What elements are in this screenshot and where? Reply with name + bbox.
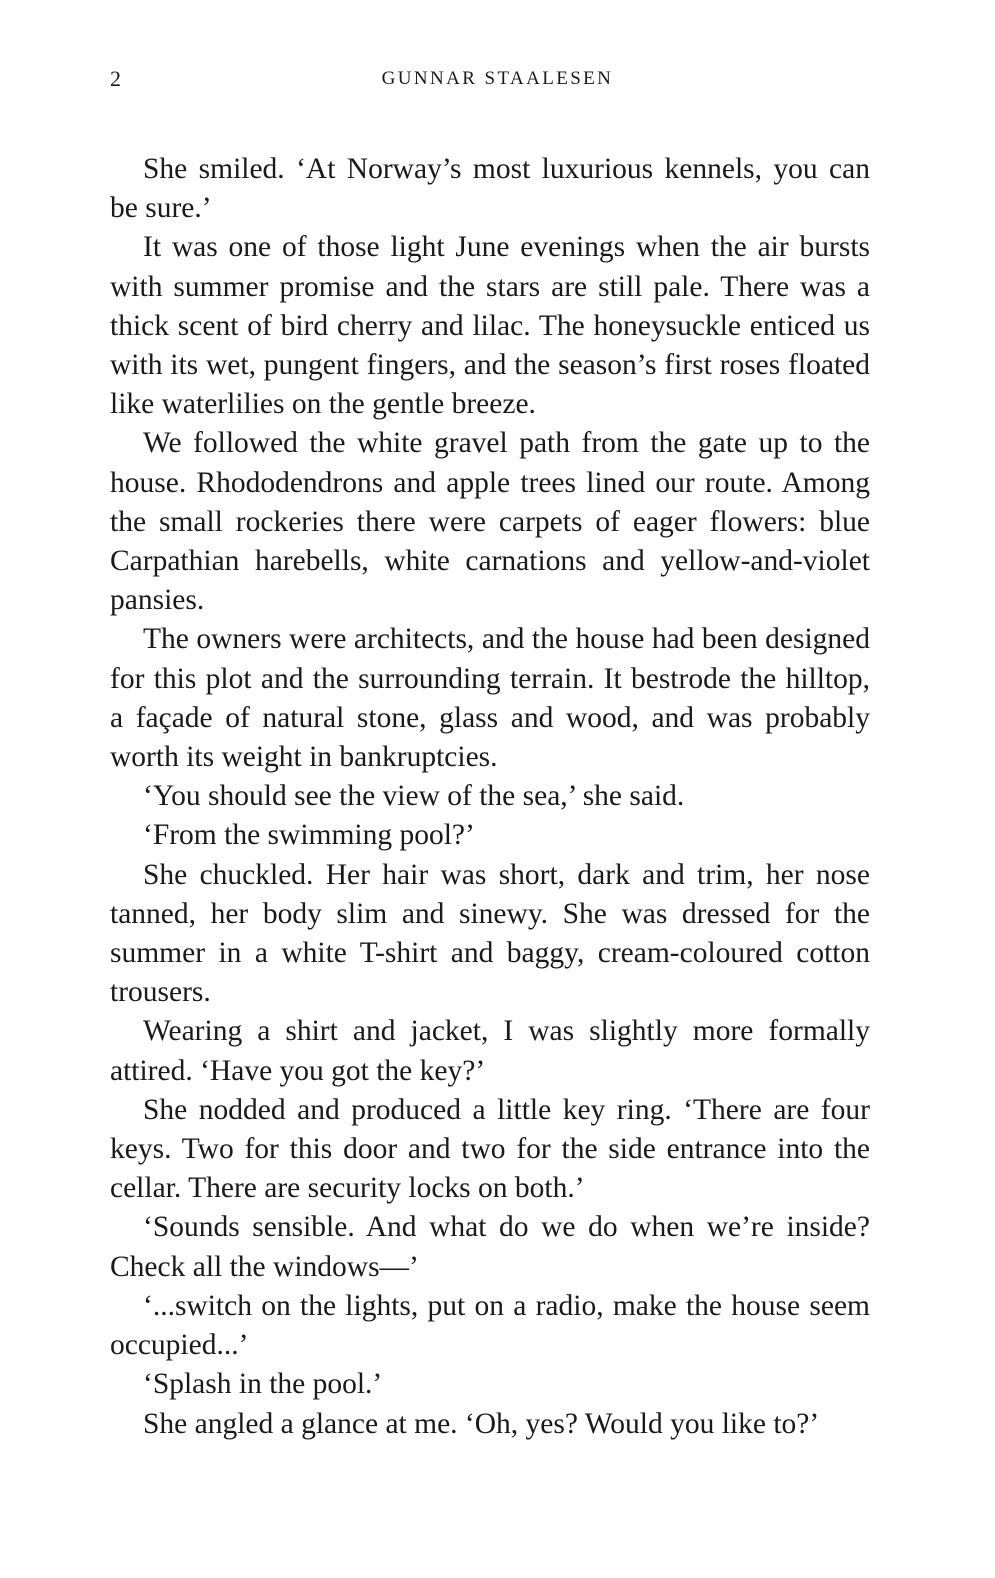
paragraph: ‘Splash in the pool.’ (143, 1368, 383, 1401)
paragraph: ‘...switch on the lights, put on a radio, make the house seem occupied...’ (110, 1289, 870, 1362)
paragraph: She angled a glance at me. ‘Oh, yes? Would you like to?’ (143, 1407, 820, 1440)
page-number: 2 (110, 66, 121, 91)
paragraph: ‘From the swimming pool?’ (143, 819, 475, 852)
paragraph: She chuckled. Her hair was short, dark and trim, her nose tanned, her body slim and sinewy. She was dressed for the summer in a white T-shirt and baggy, cream-coloured cotton trousers. (110, 858, 870, 1009)
body-text (110, 150, 870, 1444)
paragraph: It was one of those light June evenings when the air bursts with summer promise and the stars are still pale. There was a thick scent of bird cherry and lilac. The honeysuckle enticed us with its wet, pungent fingers, and the season’s first roses floated like waterlilies on the gentle breeze. (110, 231, 870, 421)
paragraph: ‘Sounds sensible. And what do we do when we’re inside? Check all the windows—’ (110, 1211, 870, 1283)
paragraph: Wearing a shirt and jacket, I was slightly more formally attired. ‘Have you got the key?’ (110, 1015, 870, 1087)
paragraph: The owners were architects, and the house had been designed for this plot and the surrounding terrain. It bestrode the hilltop, a façade of natural stone, glass and wood, and was probably worth its weight in bankruptcies. (110, 623, 870, 774)
running-head: GUNNAR STAALESEN (381, 68, 614, 89)
paragraph: ‘You should see the view of the sea,’ she said. (143, 780, 685, 813)
paragraph: She nodded and produced a little key ring. ‘There are four keys. Two for this door and two for the side entrance into the cellar. There are security locks on both.’ (110, 1093, 870, 1205)
paragraph: She smiled. ‘At Norway’s most luxurious kennels, you can be sure.’ (110, 153, 870, 225)
paragraph: We followed the white gravel path from the gate up to the house. Rhododendrons and apple trees lined our route. Among the small rockeries there were carpets of eager flowers: blue Carpathian harebells, white carnations and yellow-and-violet pansies. (110, 427, 870, 617)
